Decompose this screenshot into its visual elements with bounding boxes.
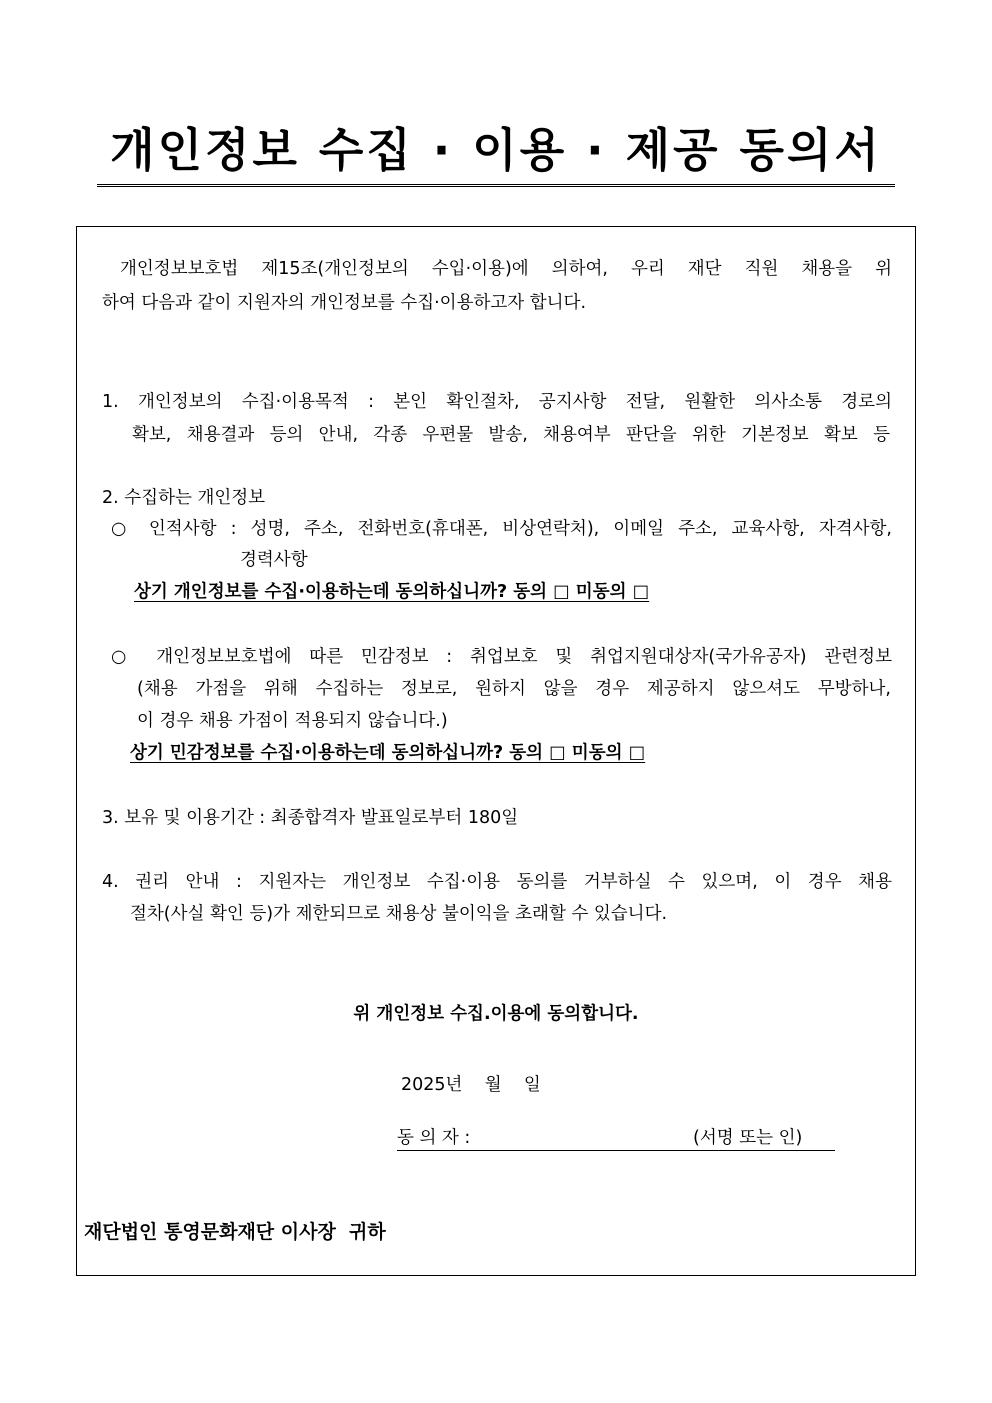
signer-label: 동 의 자 :	[397, 1128, 471, 1148]
sensitive-info-consent-question: 상기 민감정보를 수집·이용하는데 동의하십니까? 동의 □ 미동의 □	[130, 743, 646, 763]
purpose-line-2: 확보, 채용결과 등의 안내, 각종 우편물 발송, 채용여부 판단을 위한 기본정보 확보 등	[132, 425, 890, 445]
personal-info-consent-question: 상기 개인정보를 수집·이용하는데 동의하십니까? 동의 □ 미동의 □	[134, 582, 650, 602]
page-title: 개인정보 수집 · 이용 · 제공 동의서	[110, 123, 882, 177]
signature-note: (서명 또는 인)	[693, 1128, 803, 1148]
rights-notice-line-1: 4. 권리 안내 : 지원자는 개인정보 수집·이용 동의를 거부하실 수 있으며, 이 경우 채용	[102, 872, 892, 892]
title-block	[97, 118, 895, 187]
personal-info-line-1: ○ 인적사항 : 성명, 주소, 전화번호(휴대폰, 비상연락처), 이메일 주소, 교육사항, 자격사항,	[111, 519, 892, 539]
retention-period: 3. 보유 및 이용기간 : 최종합격자 발표일로부터 180일	[102, 808, 519, 828]
date-line: 2025년 월 일	[401, 1075, 541, 1095]
consent-statement: 위 개인정보 수집.이용에 동의합니다.	[353, 1004, 639, 1024]
intro-line-2: 하여 다음과 같이 지원자의 개인정보를 수집·이용하고자 합니다.	[102, 293, 587, 313]
purpose-line-1: 1. 개인정보의 수집·이용목적 : 본인 확인절차, 공지사항 전달, 원활한 의사소통 경로의	[102, 392, 892, 412]
collected-info-heading: 2. 수집하는 개인정보	[102, 488, 266, 508]
signature-underline	[397, 1150, 835, 1151]
sensitive-info-line-3: 이 경우 채용 가점이 적용되지 않습니다.)	[137, 711, 448, 731]
personal-info-line-2: 경력사항	[240, 550, 308, 570]
sensitive-info-line-1: ○ 개인정보보호법에 따른 민감정보 : 취업보호 및 취업지원대상자(국가유공자) 관련정보	[111, 647, 892, 667]
intro-line-1: 개인정보보호법 제15조(개인정보의 수입·이용)에 의하여, 우리 재단 직원 채용을 위	[120, 259, 892, 279]
sensitive-info-line-2: (채용 가점을 위해 수집하는 정보로, 원하지 않을 경우 제공하지 않으셔도 무방하나,	[137, 679, 891, 699]
rights-notice-line-2: 절차(사실 확인 등)가 제한되므로 채용상 불이익을 초래할 수 있습니다.	[130, 904, 668, 924]
addressee: 재단법인 통영문화재단 이사장 귀하	[84, 1221, 386, 1243]
